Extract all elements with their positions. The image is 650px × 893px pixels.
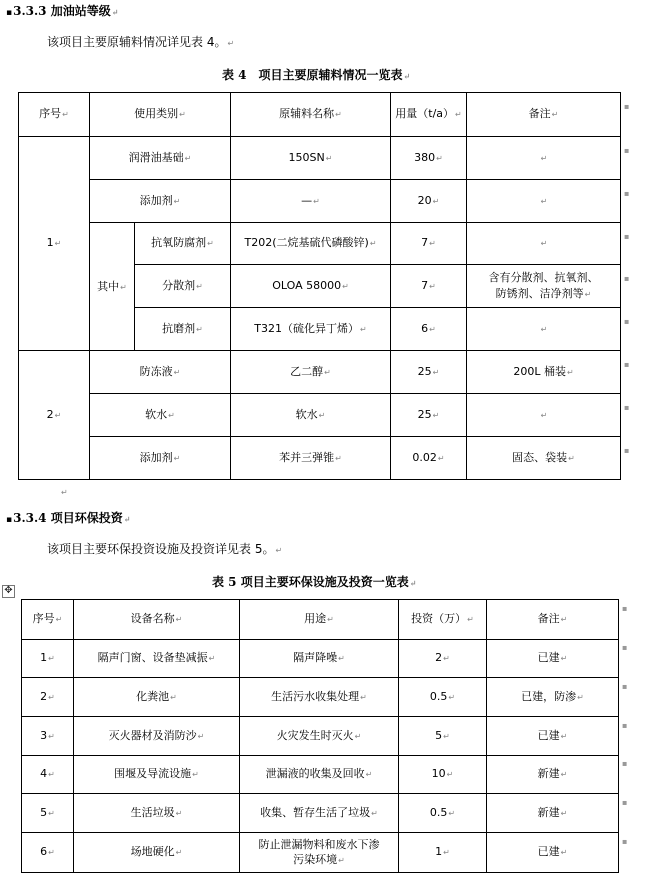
table-row: 6↵ 场地硬化↵ 防止泄漏物料和废水下渗 污染环境↵ 1↵ 已建↵ <box>22 833 619 873</box>
category-cell: 润滑油基础↵ <box>90 137 231 180</box>
table-row: 1↵ 隔声门窗、设备垫减振↵ 隔声降噪↵ 2↵ 已建↵ <box>22 640 619 678</box>
amount-cell: 7↵ <box>391 223 467 265</box>
note-cell: 200L 桶装↵ <box>467 351 621 394</box>
bullet-mark: ▪ <box>6 8 13 18</box>
material-cell: 150SN↵ <box>231 137 391 180</box>
row-end-mark: ▪ <box>622 604 628 613</box>
note-cell: 固态、袋装↵ <box>467 437 621 480</box>
amount-cell: 25↵ <box>391 351 467 394</box>
empty-paragraph-mark: ↵ <box>61 488 68 497</box>
amount-cell: 25↵ <box>391 394 467 437</box>
note-cell: ↵ <box>467 137 621 180</box>
note-cell: ↵ <box>467 223 621 265</box>
note-cell: ↵ <box>467 180 621 223</box>
subcategory-cell: 抗磨剂↵ <box>135 308 231 351</box>
row-end-mark: ▪ <box>622 798 628 807</box>
table5-header-row <box>22 600 619 640</box>
paragraph-table4-intro: 该项目主要原辅料情况详见表 4。↵ <box>47 35 235 49</box>
header-cell: 投资（万）↵ <box>399 600 487 640</box>
header-cell: 原辅料名称↵ <box>231 93 391 137</box>
section-heading-333: ▪3.3.3 加油站等级↵ <box>6 4 119 18</box>
material-cell: OLOA 58000↵ <box>231 265 391 308</box>
table-row <box>19 351 621 394</box>
header-cell: 使用类别↵ <box>90 93 231 137</box>
table-row: 4↵ 围堰及导流设施↵ 泄漏液的收集及回收↵ 10↵ 新建↵ <box>22 756 619 794</box>
header-cell: 用量（t/a）↵ <box>391 93 467 137</box>
row-end-mark: ▪ <box>624 189 630 198</box>
row-end-mark: ▪ <box>624 102 630 111</box>
bullet-mark: ▪ <box>6 515 13 525</box>
category-cell: 添加剂↵ <box>90 437 231 480</box>
amount-cell: 0.02↵ <box>391 437 467 480</box>
row-end-mark: ▪ <box>622 643 628 652</box>
section-heading-334: ▪3.3.4 项目环保投资↵ <box>6 511 131 525</box>
category-cell: 防冻液↵ <box>90 351 231 394</box>
table-move-handle[interactable]: ✥ <box>2 585 15 598</box>
header-cell: 用途↵ <box>240 600 399 640</box>
amount-cell: 7↵ <box>391 265 467 308</box>
table-row <box>19 394 621 437</box>
table-row <box>19 223 621 265</box>
material-cell: —↵ <box>231 180 391 223</box>
table4-header-row <box>19 93 621 137</box>
category-cell: 软水↵ <box>90 394 231 437</box>
table-row: 2↵ 化粪池↵ 生活污水收集处理↵ 0.5↵ 已建，防渗↵ <box>22 678 619 717</box>
row-end-mark: ▪ <box>624 274 630 283</box>
table-row: 5↵ 生活垃圾↵ 收集、暂存生活了垃圾↵ 0.5↵ 新建↵ <box>22 794 619 833</box>
section-title: 3.3.3 加油站等级 <box>13 4 111 18</box>
row-end-mark: ▪ <box>624 317 630 326</box>
subcategory-cell: 分散剂↵ <box>135 265 231 308</box>
note-cell: 含有分散剂、抗氧剂、 防锈剂、洁净剂等↵ <box>467 265 621 308</box>
row-end-mark: ▪ <box>624 446 630 455</box>
table4-caption: 表 4 项目主要原辅料情况一览表↵ <box>222 68 411 82</box>
table-row <box>19 437 621 480</box>
table-row <box>19 137 621 180</box>
row-end-mark: ▪ <box>624 146 630 155</box>
table5-caption: 表 5 项目主要环保设施及投资一览表↵ <box>212 575 417 589</box>
group-number-cell: 2↵ <box>19 351 90 480</box>
row-end-mark: ▪ <box>624 403 630 412</box>
table5 <box>21 599 619 873</box>
material-cell: 苯并三弹锥↵ <box>231 437 391 480</box>
header-cell: 设备名称↵ <box>74 600 240 640</box>
table4 <box>18 92 621 480</box>
row-end-mark: ▪ <box>622 682 628 691</box>
header-cell: 备注↵ <box>487 600 619 640</box>
row-end-mark: ▪ <box>622 721 628 730</box>
note-cell: ↵ <box>467 308 621 351</box>
category-cell: 添加剂↵ <box>90 180 231 223</box>
amount-cell: 6↵ <box>391 308 467 351</box>
paragraph-table5-intro: 该项目主要环保投资设施及投资详见表 5。↵ <box>47 542 283 556</box>
material-cell: 乙二醇↵ <box>231 351 391 394</box>
material-cell: T202(二烷基硫代磷酸锌)↵ <box>231 223 391 265</box>
header-cell: 序号↵ <box>19 93 90 137</box>
qizhong-cell: 其中↵ <box>90 223 135 351</box>
group-number-cell: 1↵ <box>19 137 90 351</box>
header-cell: 备注↵ <box>467 93 621 137</box>
header-cell: 序号↵ <box>22 600 74 640</box>
row-end-mark: ▪ <box>624 360 630 369</box>
subcategory-cell: 抗氧防腐剂↵ <box>135 223 231 265</box>
amount-cell: 380↵ <box>391 137 467 180</box>
table-row: 3↵ 灭火器材及消防沙↵ 火灾发生时灭火↵ 5↵ 已建↵ <box>22 717 619 756</box>
row-end-mark: ▪ <box>624 232 630 241</box>
row-end-mark: ▪ <box>622 837 628 846</box>
note-cell: ↵ <box>467 394 621 437</box>
row-end-mark: ▪ <box>622 759 628 768</box>
section-title: 3.3.4 项目环保投资 <box>13 511 123 525</box>
material-cell: T321（硫化异丁烯）↵ <box>231 308 391 351</box>
amount-cell: 20↵ <box>391 180 467 223</box>
table-row <box>19 180 621 223</box>
material-cell: 软水↵ <box>231 394 391 437</box>
